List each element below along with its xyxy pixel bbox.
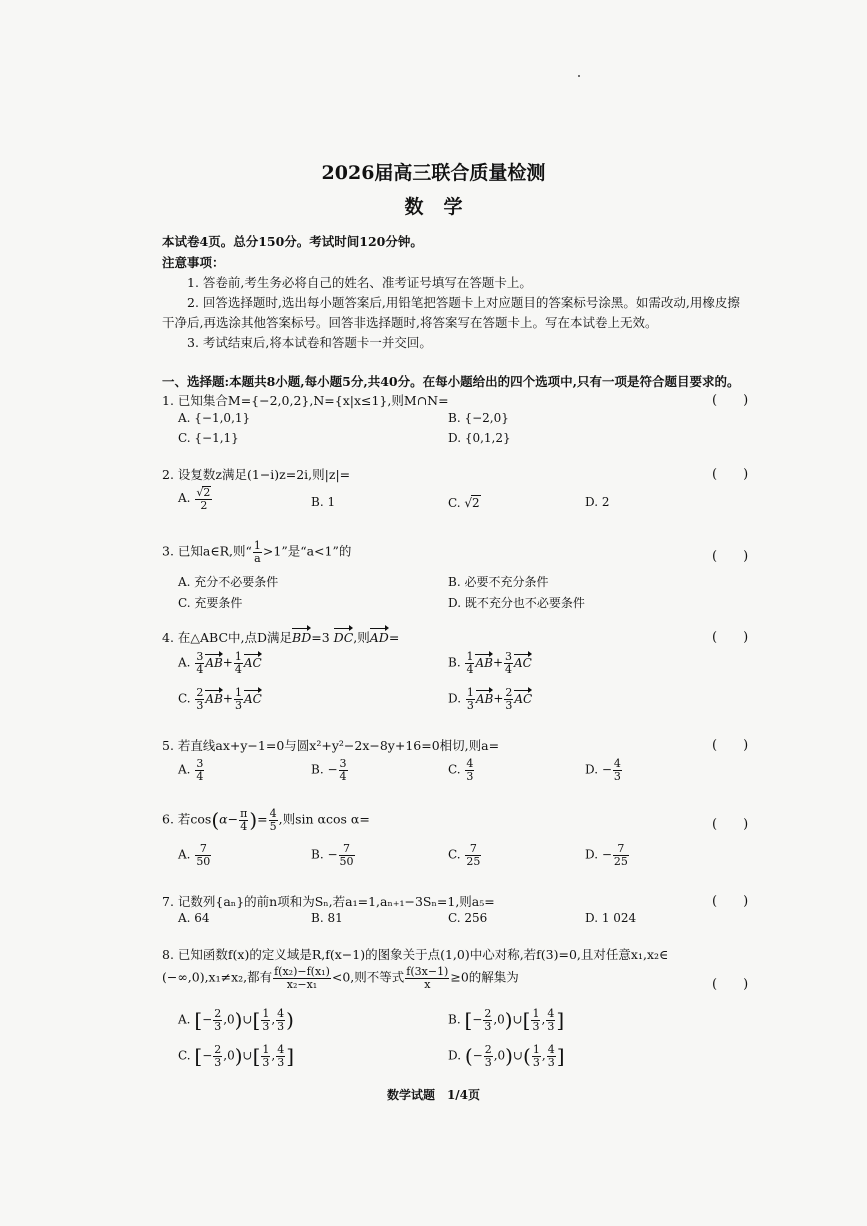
q3-answer-paren: ( ) — [712, 549, 749, 564]
notice-1: 1. 答卷前,考生务必将自己的姓名、准考证号填写在答题卡上。 — [187, 275, 532, 290]
q5-option-b: B. − $\frac{3}{4}$ — [311, 757, 347, 783]
q2-answer-paren: ( ) — [712, 467, 749, 482]
subject-title: 数学 — [404, 196, 483, 218]
q5-stem: 5. 若直线ax+y−1=0与圆x²+y²−2x−8y+16=0相切,则a= — [162, 738, 500, 753]
q8-option-a: A. [− $\frac{2}{3}$ ,0)∪[ $\frac{1}{3}$ , $\frac{4}{3}$ ) — [178, 1007, 294, 1033]
q4-option-c: C. $\frac{2}{3}$ AB+ $\frac{1}{3}$ AC — [178, 686, 262, 712]
notice-3: 3. 考试结束后,将本试卷和答题卡一并交回。 — [187, 335, 432, 350]
q2-option-c: C. √2 — [448, 496, 480, 510]
page-title: 2026届高三联合质量检测 — [321, 162, 546, 184]
q2-option-b: B. 1 — [311, 495, 336, 509]
q7-option-b: B. 81 — [311, 911, 343, 925]
q8-stem-line2: (−∞,0),x₁≠x₂,都有 $\frac{\text{f(x₂)−f(x₁)}}{\text{x₂−x₁}}$ <0,则不等式 $\frac{f(3x-1)}{x}$ ≥0的解集为 — [162, 965, 519, 991]
q4-option-a: A. $\frac{3}{4}$ AB+ $\frac{1}{4}$ AC — [178, 650, 262, 676]
q4-stem: 4. 在△ABC中,点D满足BD=3 DC,则AD= — [162, 630, 400, 645]
q8-option-c: C. [− $\frac{2}{3}$ ,0)∪[ $\frac{1}{3}$ , $\frac{4}{3}$ ] — [178, 1043, 295, 1069]
q2-option-d: D. 2 — [585, 495, 610, 509]
q2-stem: 2. 设复数z满足(1−i)z=2i,则|z|= — [162, 467, 351, 482]
q7-option-d: D. 1 024 — [585, 911, 637, 925]
q7-stem: 7. 记数列{aₙ}的前n项和为Sₙ,若a₁=1,aₙ₊₁−3Sₙ=1,则a₅= — [162, 894, 495, 909]
section-heading: 一、选择题:本题共8小题,每小题5分,共40分。在每小题给出的四个选项中,只有一项是符合题目要求的。 — [162, 374, 740, 389]
q6-option-d: D. − $\frac{7}{25}$ — [585, 842, 628, 868]
q5-option-a: A. $\frac{3}{4}$ — [178, 757, 204, 783]
q1-stem: 1. 已知集合M={−2,0,2},N={x|x≤1},则M∩N= — [162, 393, 449, 408]
q8-answer-paren: ( ) — [712, 977, 749, 992]
q1-option-b: B. {−2,0} — [448, 411, 509, 425]
q6-answer-paren: ( ) — [712, 817, 749, 832]
q8-stem-line1: 8. 已知函数f(x)的定义域是R,f(x−1)的图象关于点(1,0)中心对称,若f(3)=0,且对任意x₁,x₂∈ — [162, 947, 669, 962]
q5-option-d: D. − $\frac{4}{3}$ — [585, 757, 621, 783]
q6-option-b: B. − $\frac{7}{50}$ — [311, 842, 354, 868]
q1-answer-paren: ( ) — [712, 393, 749, 408]
q7-answer-paren: ( ) — [712, 894, 749, 909]
q7-option-a: A. 64 — [178, 911, 210, 925]
q2-option-a: A. $\frac{√2}{2}$ — [178, 486, 211, 512]
q4-answer-paren: ( ) — [712, 630, 749, 645]
q3-option-b: B. 必要不充分条件 — [448, 575, 549, 589]
notice-2b: 干净后,再选涂其他答案标号。回答非选择题时,将答案写在答题卡上。写在本试卷上无效。 — [162, 315, 658, 330]
page-footer: 数学试题 1/4页 — [386, 1088, 481, 1102]
q3-stem: 3. 已知a∈R,则“ $\frac{1}{a}$ >1”是“a<1”的 — [162, 539, 352, 565]
q5-answer-paren: ( ) — [712, 738, 749, 753]
q1-option-d: D. {0,1,2} — [448, 431, 511, 445]
q8-option-b: B. [− $\frac{2}{3}$ ,0)∪[ $\frac{1}{3}$ , $\frac{4}{3}$ ] — [448, 1007, 565, 1033]
exam-info: 本试卷4页。总分150分。考试时间120分钟。 — [162, 234, 423, 249]
q7-option-c: C. 256 — [448, 911, 488, 925]
scan-speck — [578, 75, 580, 77]
q3-option-c: C. 充要条件 — [178, 596, 243, 610]
q6-stem: 6. 若cos(α− $\frac{\pi}{4}$ )= $\frac{4}{5}$ ,则sin αcos α= — [162, 807, 370, 833]
q3-option-a: A. 充分不必要条件 — [178, 575, 279, 589]
notice-heading: 注意事项： — [162, 255, 225, 270]
q3-option-d: D. 既不充分也不必要条件 — [448, 596, 585, 610]
q8-option-d: D. (− $\frac{2}{3}$ ,0)∪( $\frac{1}{3}$ , $\frac{4}{3}$ ] — [448, 1043, 565, 1069]
notice-2a: 2. 回答选择题时,选出每小题答案后,用铅笔把答题卡上对应题目的答案标号涂黑。如需改动,用橡皮擦 — [187, 295, 740, 310]
q5-option-c: C. $\frac{4}{3}$ — [448, 757, 474, 783]
q1-option-c: C. {−1,1} — [178, 431, 239, 445]
q6-option-a: A. $\frac{7}{50}$ — [178, 842, 211, 868]
q4-option-b: B. $\frac{1}{4}$ AB+ $\frac{3}{4}$ AC — [448, 650, 532, 676]
q4-option-d: D. $\frac{1}{3}$ AB+ $\frac{2}{3}$ AC — [448, 686, 533, 712]
q1-option-a: A. {−1,0,1} — [178, 411, 251, 425]
q6-option-c: C. $\frac{7}{25}$ — [448, 842, 481, 868]
